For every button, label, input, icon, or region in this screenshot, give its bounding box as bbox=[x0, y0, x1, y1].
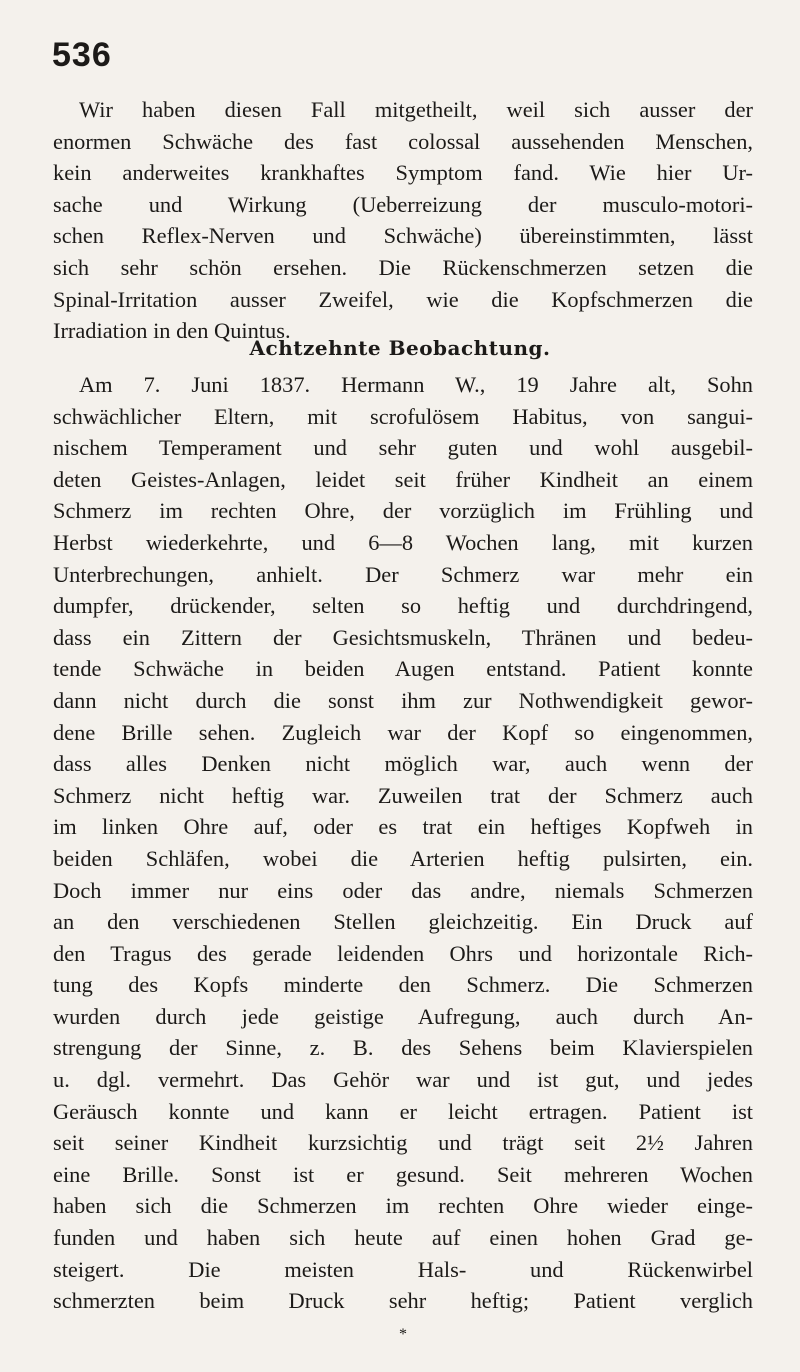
observation-line: schwächlicher Eltern, mit scrofulösem Habitus, von sangui- bbox=[53, 403, 753, 429]
observation-line: Doch immer nur eins oder das andre, niemals Schmerzen bbox=[53, 877, 753, 903]
observation-line: Schmerz nicht heftig war. Zuweilen trat der Schmerz auch bbox=[53, 782, 753, 808]
observation-line: den Tragus des gerade leidenden Ohrs und horizontale Rich- bbox=[53, 940, 753, 966]
observation-line: Herbst wiederkehrte, und 6—8 Wochen lang, mit kurzen bbox=[53, 529, 753, 555]
observation-line: beiden Schläfen, wobei die Arterien heftig pulsirten, ein. bbox=[53, 845, 753, 871]
observation-line: schmerzten beim Druck sehr heftig; Patient verglich bbox=[53, 1288, 753, 1314]
observation-line: dumpfer, drückender, selten so heftig und durchdringend, bbox=[53, 593, 753, 619]
observation-line: Schmerz im rechten Ohre, der vorzüglich im Frühling und bbox=[53, 498, 753, 524]
observation-line: strengung der Sinne, z. B. des Sehens beim Klavierspielen bbox=[53, 1035, 753, 1061]
observation-line: im linken Ohre auf, oder es trat ein heftiges Kopfweh in bbox=[53, 814, 753, 840]
intro-paragraph bbox=[53, 94, 753, 347]
observation-line: funden und haben sich heute auf einen hohen Grad ge- bbox=[53, 1225, 753, 1251]
observation-line: nischem Temperament und sehr guten und wohl ausgebil- bbox=[53, 435, 753, 461]
intro-line: Irradiation in den Quintus. bbox=[53, 318, 291, 344]
observation-line: wurden durch jede geistige Aufregung, auch durch An- bbox=[53, 1003, 753, 1029]
catchword-mark: * bbox=[399, 1326, 407, 1343]
intro-line: schen Reflex-Nerven und Schwäche) übereinstimmten, lässt bbox=[53, 223, 753, 249]
observation-line: dass alles Denken nicht möglich war, auch wenn der bbox=[53, 751, 753, 777]
observation-line: dann nicht durch die sonst ihm zur Nothwendigkeit gewor- bbox=[53, 687, 753, 713]
intro-line: kein anderweites krankhaftes Symptom fand. Wie hier Ur- bbox=[53, 160, 753, 186]
observation-line: tende Schwäche in beiden Augen entstand. Patient konnte bbox=[53, 656, 753, 682]
observation-line: steigert. Die meisten Hals- und Rückenwirbel bbox=[53, 1256, 753, 1282]
observation-line: dene Brille sehen. Zugleich war der Kopf so eingenommen, bbox=[53, 719, 753, 745]
observation-line: Am 7. Juni 1837. Hermann W., 19 Jahre alt, Sohn bbox=[79, 372, 753, 397]
intro-line: Wir haben diesen Fall mitgetheilt, weil sich ausser der bbox=[79, 97, 753, 122]
observation-line: an den verschiedenen Stellen gleichzeitig. Ein Druck auf bbox=[53, 909, 753, 935]
observation-line: Geräusch konnte und kann er leicht ertragen. Patient ist bbox=[53, 1098, 753, 1124]
section-heading: Achtzehnte Beobachtung. bbox=[249, 336, 551, 360]
observation-line: haben sich die Schmerzen im rechten Ohre wieder einge- bbox=[53, 1193, 753, 1219]
observation-line: Unterbrechungen, anhielt. Der Schmerz war mehr ein bbox=[53, 561, 753, 587]
intro-line: sache und Wirkung (Ueberreizung der musculo-motori- bbox=[53, 191, 753, 217]
observation-line: dass ein Zittern der Gesichtsmuskeln, Thränen und bedeu- bbox=[53, 624, 753, 650]
observation-line: u. dgl. vermehrt. Das Gehör war und ist gut, und jedes bbox=[53, 1067, 753, 1093]
intro-line: sich sehr schön ersehen. Die Rückenschmerzen setzen die bbox=[53, 254, 753, 280]
page-number: 536 bbox=[52, 36, 112, 74]
intro-line: Spinal-Irritation ausser Zweifel, wie die Kopfschmerzen die bbox=[53, 286, 753, 312]
observation-line: tung des Kopfs minderte den Schmerz. Die Schmerzen bbox=[53, 972, 753, 998]
observation-paragraph bbox=[53, 369, 753, 1317]
intro-line: enormen Schwäche des fast colossal aussehenden Menschen, bbox=[53, 128, 753, 154]
observation-line: eine Brille. Sonst ist er gesund. Seit mehreren Wochen bbox=[53, 1161, 753, 1187]
observation-line: seit seiner Kindheit kurzsichtig und trägt seit 2½ Jahren bbox=[53, 1130, 753, 1156]
observation-line: deten Geistes-Anlagen, leidet seit früher Kindheit an einem bbox=[53, 466, 753, 492]
